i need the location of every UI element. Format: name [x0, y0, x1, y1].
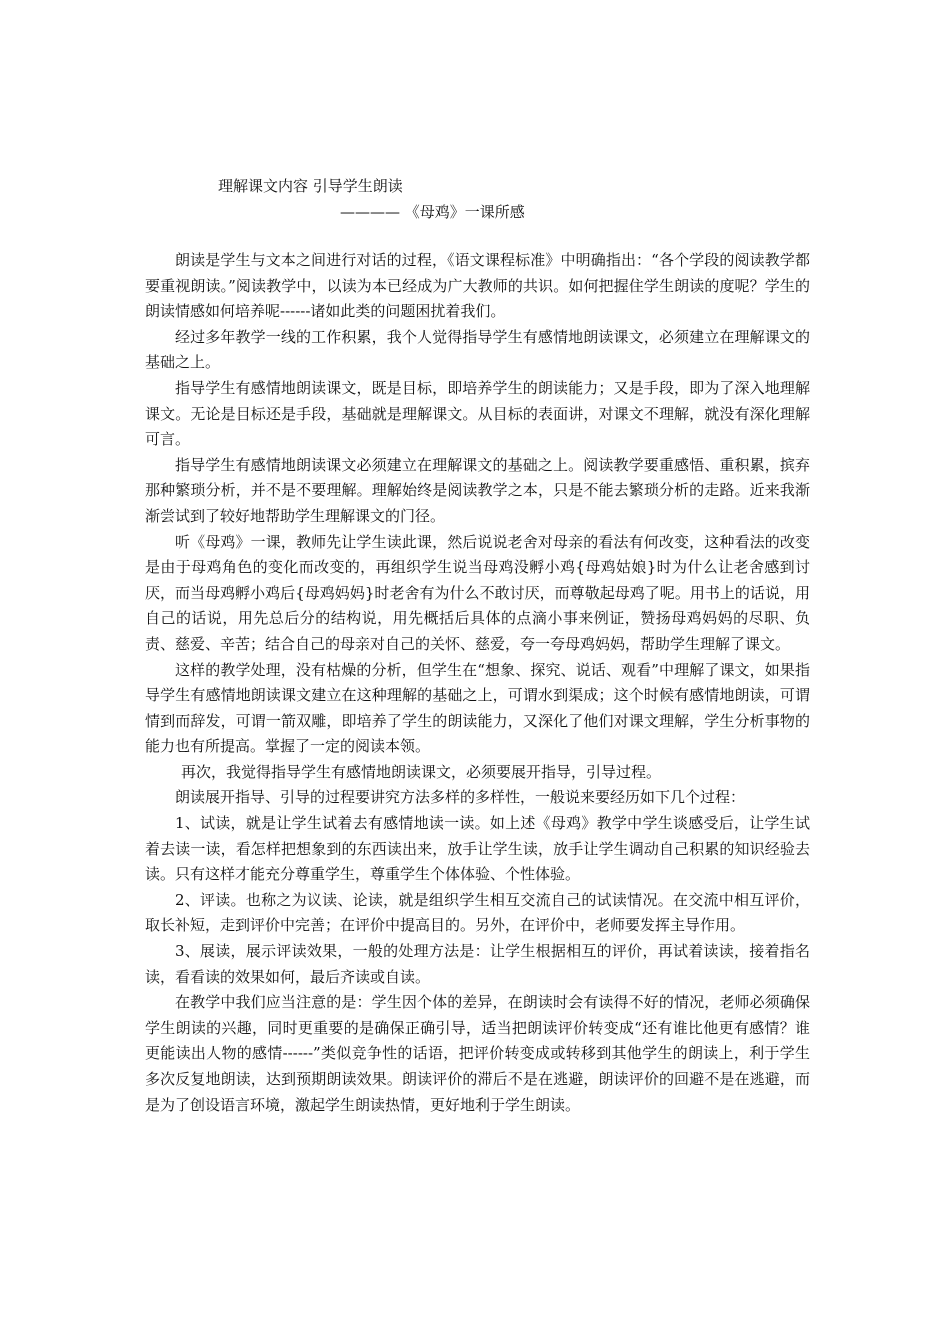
- paragraph-10: 2、评读。也称之为议读、论读，就是组织学生相互交流自己的试读情况。在交流中相互评价，取长补短，走到评价中完善；在评价中提高目的。另外，在评价中，老师要发挥主导作用。: [145, 890, 810, 935]
- paragraph-5: 听《母鸡》一课，教师先让学生读此课，然后说说老舍对母亲的看法有何改变，这种看法的改变是由于母鸡角色的变化而改变的，再组织学生说当母鸡没孵小鸡{母鸡姑娘}时为什么让老舍感到讨厌，而当母鸡孵小鸡后{母鸡妈妈}时老舍有为什么不敢讨厌，而尊敬起母鸡了呢。用书上的话说，用自己的话说，用先总后分的结构说，用先概括后具体的点滴小事来例证，赞扬母鸡妈妈的尽职、负责、慈爱、辛苦；结合自己的母亲对自己的关怀、慈爱，夸一夸母鸡妈妈，帮助学生理解了课文。: [145, 532, 810, 653]
- paragraph-3: 指导学生有感情地朗读课文，既是目标，即培养学生的朗读能力；又是手段，即为了深入地理解课文。无论是目标还是手段，基础就是理解课文。从目标的表面讲，对课文不理解，就没有深化理解可言。: [145, 378, 810, 449]
- paragraph-6: 这样的教学处理，没有枯燥的分析，但学生在“想象、探究、说话、观看”中理解了课文，如果指导学生有感情地朗读课文建立在这种理解的基础之上，可谓水到渠成；这个时候有感情地朗读，可谓情到而辞发，可谓一箭双雕，即培养了学生的朗读能力，又深化了他们对课文理解，学生分析事物的能力也有所提高。掌握了一定的阅读本领。: [145, 660, 810, 756]
- paragraph-2: 经过多年教学一线的工作积累，我个人觉得指导学生有感情地朗读课文，必须建立在理解课文的基础之上。: [145, 327, 810, 372]
- document-body: [145, 248, 810, 1118]
- document-subtitle: ———— 《母鸡》一课所感: [340, 203, 525, 221]
- paragraph-4: 指导学生有感情地朗读课文必须建立在理解课文的基础之上。阅读教学要重感悟、重积累，摈弃那种繁琐分析，并不是不要理解。理解始终是阅读教学之本，只是不能去繁琐分析的走路。近来我渐渐尝试到了较好地帮助学生理解课文的门径。: [145, 455, 810, 525]
- paragraph-7: 再次，我觉得指导学生有感情地朗读课文，必须要展开指导，引导过程。: [181, 762, 662, 781]
- paragraph-8: 朗读展开指导、引导的过程要讲究方法多样的多样性，一般说来要经历如下几个过程：: [175, 788, 746, 807]
- paragraph-11: 3、展读，展示评读效果，一般的处理方法是：让学生根据相互的评价，再试着读读，接着指名读，看看读的效果如何，最后齐读或自读。: [145, 942, 810, 986]
- paragraph-1: 朗读是学生与文本之间进行对话的过程，《语文课程标准》中明确指出：“各个学段的阅读教学都要重视朗读。”阅读教学中，以读为本已经成为广大教师的共识。如何把握住学生朗读的度呢？学生的朗读情感如何培养呢------诸如此类的问题困扰着我们。: [145, 251, 810, 321]
- document-title: 理解课文内容 引导学生朗读: [218, 177, 403, 195]
- paragraph-9: 1、试读，就是让学生试着去有感情地读一读。如上述《母鸡》教学中学生谈感受后，让学生试着去读一读，看怎样把想象到的东西读出来，放手让学生读，放手让学生调动自己积累的知识经验去读。只有这样才能充分尊重学生，尊重学生个体体验、个性体验。: [145, 814, 810, 884]
- paragraph-12: 在教学中我们应当注意的是：学生因个体的差异，在朗读时会有读得不好的情况，老师必须确保学生朗读的兴趣，同时更重要的是确保正确引导，适当把朗读评价转变成“还有谁比他更有感情？谁更能读出人物的感情------”类似竞争性的话语，把评价转变成或转移到其他学生的朗读上，利于学生多次反复地朗读，达到预期朗读效果。朗读评价的滞后不是在逃避，朗读评价的回避不是在逃避，而是为了创设语言环境，激起学生朗读热情，更好地利于学生朗读。: [145, 993, 810, 1114]
